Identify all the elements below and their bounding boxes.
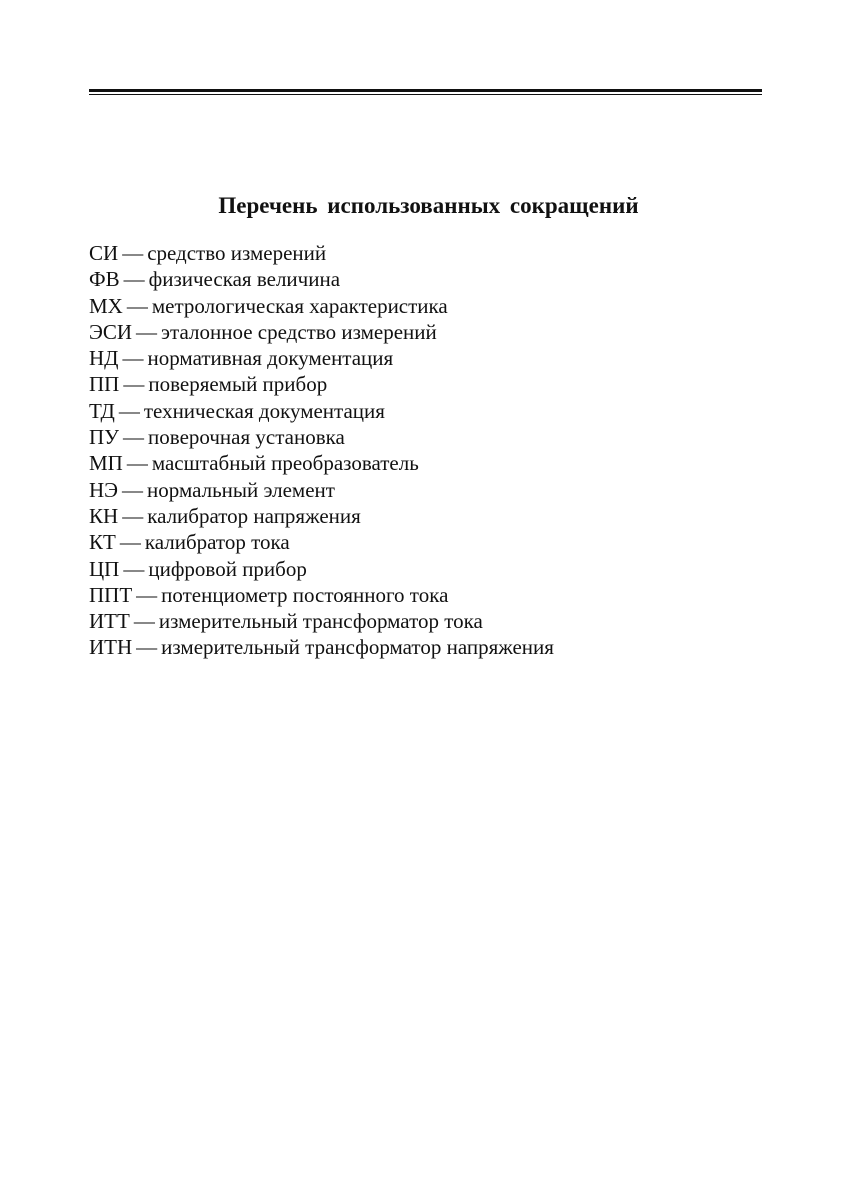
page-title: Перечень использованных сокращений — [218, 193, 639, 218]
list-item — [89, 556, 554, 582]
abbreviation: ФВ — [89, 267, 120, 292]
abbreviation: КТ — [89, 530, 116, 555]
list-item — [89, 240, 554, 266]
abbreviation: ЦП — [89, 556, 120, 581]
abbreviation: КН — [89, 503, 119, 528]
dash-separator: — — [136, 582, 158, 607]
dash-separator: — — [123, 372, 145, 397]
header-rule-thin — [89, 94, 762, 95]
abbreviation-meaning: масштабный преобразователь — [151, 451, 419, 476]
abbreviation-meaning: физическая величина — [148, 267, 341, 292]
abbreviation-meaning: эталонное средство измерений — [161, 319, 437, 344]
abbreviation-meaning: поверяемый прибор — [148, 372, 328, 397]
dash-separator: — — [122, 241, 144, 265]
dash-separator: — — [119, 530, 141, 555]
list-item — [89, 529, 554, 555]
dash-separator: — — [122, 346, 144, 371]
abbreviation-meaning: измерительный трансформатор тока — [158, 609, 483, 634]
dash-separator: — — [123, 556, 145, 581]
abbreviation: МП — [89, 451, 123, 476]
list-item — [89, 319, 554, 345]
dash-separator: — — [133, 609, 155, 634]
header-rule-thick — [89, 89, 762, 92]
list-item — [89, 266, 554, 292]
list-item — [89, 582, 554, 608]
abbreviation-meaning: нормативная документация — [147, 346, 394, 371]
list-item — [89, 477, 554, 503]
header-double-rule — [89, 89, 762, 96]
list-item — [89, 371, 554, 397]
dash-separator: — — [126, 293, 148, 318]
abbreviation: НЭ — [89, 477, 119, 502]
abbreviation: ИТН — [89, 635, 133, 660]
list-item — [89, 503, 554, 529]
list-item — [89, 293, 554, 319]
dash-separator: — — [118, 398, 140, 423]
abbreviation-meaning: калибратор напряжения — [147, 503, 361, 528]
abbreviation-meaning: метрологическая характеристика — [151, 293, 448, 318]
abbreviation: МХ — [89, 293, 123, 318]
dash-separator: — — [136, 319, 158, 344]
abbreviation-meaning: поверочная установка — [148, 425, 345, 450]
abbreviation-meaning: нормальный элемент — [147, 477, 335, 502]
abbreviation-meaning: средство измерений — [147, 241, 327, 265]
list-item — [89, 450, 554, 476]
abbreviation: ИТТ — [89, 609, 130, 634]
abbreviation-meaning: измерительный трансформатор напряжения — [161, 635, 554, 660]
abbreviation-meaning: цифровой прибор — [148, 556, 307, 581]
list-item — [89, 608, 554, 634]
list-item — [89, 398, 554, 424]
list-item — [89, 424, 554, 450]
abbreviation: ТД — [89, 398, 115, 423]
abbreviation: ПУ — [89, 425, 120, 450]
abbreviation-meaning: техническая документация — [143, 398, 385, 423]
abbreviation: ПП — [89, 372, 120, 397]
dash-separator: — — [123, 267, 145, 292]
abbreviation-list — [89, 240, 554, 661]
abbreviation: ППТ — [89, 582, 133, 607]
list-item — [89, 634, 554, 660]
dash-separator: — — [122, 503, 144, 528]
abbreviation: НД — [89, 346, 119, 371]
dash-separator: — — [122, 477, 144, 502]
dash-separator: — — [123, 425, 145, 450]
abbreviation: СИ — [89, 241, 119, 265]
abbreviation-meaning: калибратор тока — [144, 530, 290, 555]
abbreviation: ЭСИ — [89, 319, 133, 344]
dash-separator: — — [136, 635, 158, 660]
dash-separator: — — [126, 451, 148, 476]
list-item — [89, 345, 554, 371]
abbreviation-meaning: потенциометр постоянного тока — [161, 582, 449, 607]
